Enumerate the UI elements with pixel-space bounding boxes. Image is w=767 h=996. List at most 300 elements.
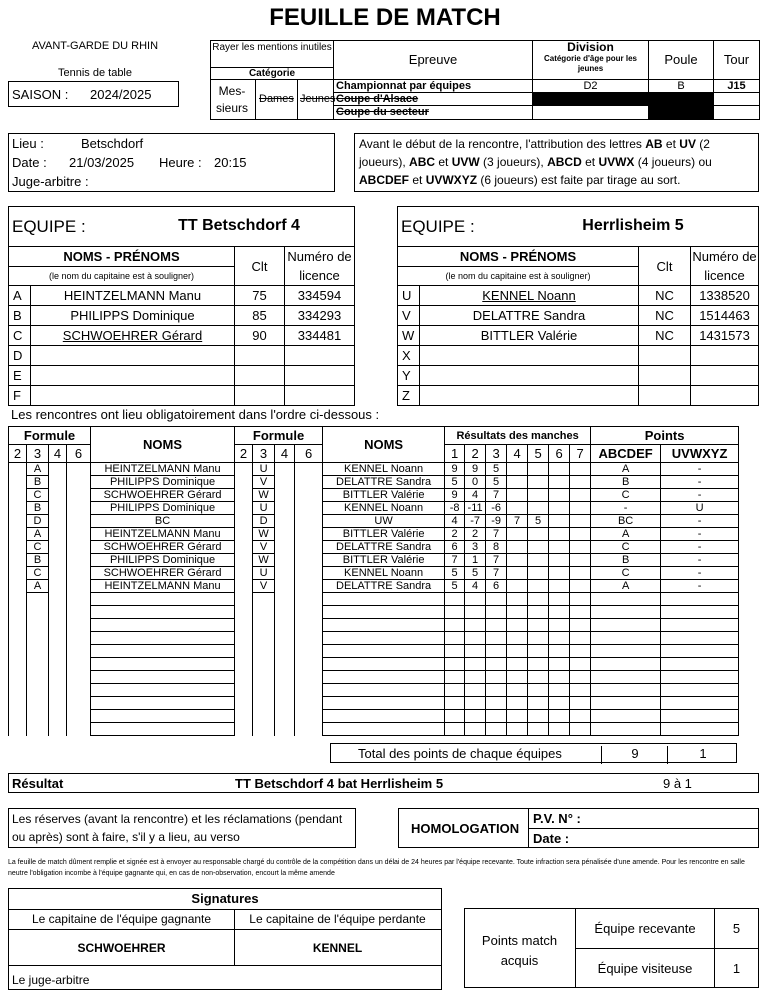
noms-header: NOMS - PRÉNOMS — [9, 247, 235, 267]
formule-cell — [295, 580, 323, 593]
match-row — [9, 606, 739, 619]
left-letter: B — [27, 554, 49, 567]
set-score — [549, 463, 570, 476]
set-score — [445, 697, 465, 710]
player-name: DELATTRE Sandra — [420, 306, 639, 326]
formule-cell — [275, 489, 295, 502]
formule-cell — [275, 671, 295, 684]
formule-cell — [295, 567, 323, 580]
divider — [9, 929, 441, 930]
points-home — [591, 632, 661, 645]
formule-cell — [49, 567, 67, 580]
set-score — [528, 593, 549, 606]
left-letter — [27, 697, 49, 710]
formule-cell — [49, 710, 67, 723]
formule-cell — [9, 632, 27, 645]
points-away: - — [661, 541, 739, 554]
set-score — [570, 632, 591, 645]
points-away: - — [661, 528, 739, 541]
right-letter — [253, 658, 275, 671]
right-letter — [253, 697, 275, 710]
set-score — [465, 593, 486, 606]
set-score — [528, 671, 549, 684]
set-score — [507, 476, 528, 489]
player-licence — [691, 346, 759, 366]
set-score — [528, 580, 549, 593]
formule-cell — [275, 528, 295, 541]
right-letter: V — [253, 541, 275, 554]
formule-cell — [9, 541, 27, 554]
formule-cell — [235, 528, 253, 541]
set-score — [549, 580, 570, 593]
points-away — [661, 658, 739, 671]
set-score — [486, 658, 507, 671]
set-score — [528, 723, 549, 736]
left-name: PHILIPPS Dominique — [91, 502, 235, 515]
left-name: SCHWOEHRER Gérard — [91, 541, 235, 554]
formule-cell — [49, 580, 67, 593]
match-row — [9, 502, 739, 515]
formule-cell — [295, 463, 323, 476]
small-note: La feuille de match dûment remplie et signée est à envoyer au responsable chargé du contrôle de la compétition dans un délai de 24 heures par l'équipe recevante. Toute infraction sera pénalisée d'une amende. Pour les rencontre en salle neutre l'obligation incombe à l'équipe gagnante qui, en cas de non-observation, encourt la même amende — [8, 859, 745, 877]
tirage-note — [354, 133, 759, 192]
division-empty-box — [532, 105, 649, 120]
set-score — [486, 723, 507, 736]
left-name: SCHWOEHRER Gérard — [91, 567, 235, 580]
manche-col-header: 2 — [465, 445, 486, 463]
dames-label: Dames — [259, 93, 294, 105]
set-score — [570, 684, 591, 697]
formule-cell — [295, 710, 323, 723]
player-clt: NC — [639, 286, 691, 306]
rayer-text: Rayer les mentions inutiles — [212, 42, 332, 53]
resultat-label: Résultat — [12, 776, 64, 791]
right-name — [323, 632, 445, 645]
formule-cell — [67, 567, 91, 580]
tirage-et: et — [662, 137, 680, 151]
formule-cell — [49, 632, 67, 645]
set-score — [570, 463, 591, 476]
player-clt — [639, 386, 691, 406]
formule-cell — [235, 723, 253, 736]
player-clt: NC — [639, 306, 691, 326]
manche-col-header: 7 — [570, 445, 591, 463]
score-value: 9 à 1 — [663, 776, 692, 791]
formule-cell — [235, 476, 253, 489]
formule-cell — [67, 710, 91, 723]
formule-cell — [235, 554, 253, 567]
set-score: 4 — [465, 489, 486, 502]
left-letter — [27, 710, 49, 723]
divider — [575, 948, 758, 949]
points-away — [661, 619, 739, 632]
formule-cell — [235, 541, 253, 554]
points-home — [591, 723, 661, 736]
player-clt — [235, 386, 285, 406]
formule-cell — [9, 606, 27, 619]
points-home — [591, 619, 661, 632]
category-block — [210, 40, 760, 120]
formule-cell — [235, 645, 253, 658]
noms-header-left: NOMS — [91, 427, 235, 463]
formule-cell — [295, 476, 323, 489]
set-score — [570, 580, 591, 593]
heure-label: Heure : — [159, 155, 202, 170]
sig-perdante: KENNEL — [312, 941, 363, 955]
match-row — [9, 515, 739, 528]
points-away: U — [661, 502, 739, 515]
match-row — [9, 554, 739, 567]
points-away — [661, 671, 739, 684]
player-clt — [235, 366, 285, 386]
player-licence — [285, 386, 355, 406]
lieu-box — [8, 133, 335, 192]
set-score — [465, 619, 486, 632]
set-score — [528, 619, 549, 632]
set-score — [486, 671, 507, 684]
set-score — [486, 606, 507, 619]
set-score — [465, 606, 486, 619]
set-score — [507, 502, 528, 515]
formule-col-header: 3 — [253, 445, 275, 463]
formule-cell — [235, 697, 253, 710]
set-score — [507, 658, 528, 671]
formule-cell — [275, 580, 295, 593]
left-name — [91, 697, 235, 710]
formule-cell — [49, 476, 67, 489]
total-away: 1 — [667, 746, 738, 764]
left-name — [91, 645, 235, 658]
formule-cell — [9, 567, 27, 580]
set-score: -11 — [465, 502, 486, 515]
equipe-recevante-label: Équipe recevante — [594, 921, 696, 936]
formule-cell — [9, 593, 27, 606]
left-name — [91, 632, 235, 645]
points-home: B — [591, 476, 661, 489]
player-licence: 334594 — [285, 286, 355, 306]
player-name — [420, 366, 639, 386]
tirage-text: (4 joueurs) ou — [634, 155, 712, 169]
right-letter: V — [253, 580, 275, 593]
formule-cell — [295, 632, 323, 645]
right-name: KENNEL Noann — [323, 463, 445, 476]
set-score — [507, 645, 528, 658]
match-row — [9, 697, 739, 710]
set-score — [465, 658, 486, 671]
set-score — [507, 489, 528, 502]
signatures-box — [8, 888, 442, 990]
formule-cell — [295, 658, 323, 671]
set-score — [570, 606, 591, 619]
formule-cell — [67, 684, 91, 697]
player-licence: 334481 — [285, 326, 355, 346]
cap-gagnante-label: Le capitaine de l'équipe gagnante — [31, 912, 212, 926]
set-score — [549, 619, 570, 632]
player-letter: D — [9, 346, 31, 366]
set-score — [549, 528, 570, 541]
formule-cell — [49, 658, 67, 671]
noms-header-right: NOMS — [323, 427, 445, 463]
left-name — [91, 671, 235, 684]
right-name — [323, 671, 445, 684]
manche-col-header: 1 — [445, 445, 465, 463]
right-name: DELATTRE Sandra — [323, 580, 445, 593]
formule-cell — [9, 476, 27, 489]
set-score: 7 — [486, 567, 507, 580]
tirage-et: et — [409, 173, 426, 187]
formule-cell — [49, 697, 67, 710]
away-team-header — [397, 206, 759, 246]
left-letter: C — [27, 489, 49, 502]
set-score: 5 — [445, 476, 465, 489]
sig-gagnante: SCHWOEHRER — [77, 941, 166, 955]
formule-col-header: 2 — [235, 445, 253, 463]
formule-cell — [275, 645, 295, 658]
right-name: BITTLER Valérie — [323, 489, 445, 502]
tirage-et: et — [435, 155, 452, 169]
redacted-2 — [648, 92, 714, 120]
formule-cell — [275, 476, 295, 489]
set-score — [570, 710, 591, 723]
home-team-section — [8, 206, 355, 406]
set-score — [570, 515, 591, 528]
formule-cell — [49, 554, 67, 567]
set-score — [549, 632, 570, 645]
messieurs-label: Mes-sieurs — [215, 84, 248, 115]
equipe-visiteuse-label: Équipe visiteuse — [597, 961, 693, 976]
left-letter: A — [27, 528, 49, 541]
right-letter — [253, 606, 275, 619]
championnat-label: Championnat par équipes — [336, 80, 472, 92]
formule-cell — [295, 554, 323, 567]
set-score: -8 — [445, 502, 465, 515]
right-letter: W — [253, 528, 275, 541]
set-score — [570, 567, 591, 580]
left-name: PHILIPPS Dominique — [91, 554, 235, 567]
tirage-uvwxyz: UVWXYZ — [425, 173, 478, 187]
left-letter: D — [27, 515, 49, 528]
formule-cell — [67, 554, 91, 567]
formule-cell — [49, 541, 67, 554]
formule-cell — [9, 528, 27, 541]
tour-empty-1 — [713, 92, 760, 106]
left-name: HEINTZELMANN Manu — [91, 528, 235, 541]
formule-cell — [67, 502, 91, 515]
set-score — [528, 658, 549, 671]
left-name — [91, 684, 235, 697]
tirage-text: Avant le début de la rencontre, l'attribution des lettres — [359, 137, 646, 151]
formule-cell — [235, 671, 253, 684]
set-score — [549, 658, 570, 671]
formule-cell — [235, 567, 253, 580]
set-score — [570, 502, 591, 515]
divider — [528, 828, 758, 829]
points-home: B — [591, 554, 661, 567]
division-value: D2 — [583, 80, 598, 92]
player-row — [9, 346, 355, 366]
set-score — [549, 697, 570, 710]
set-score — [507, 541, 528, 554]
tour-label: Tour — [723, 52, 750, 67]
juge-arbitre-label: Le juge-arbitre — [12, 973, 90, 987]
set-score — [570, 528, 591, 541]
set-score — [507, 593, 528, 606]
set-score — [486, 684, 507, 697]
formule-cell — [295, 671, 323, 684]
formule-cell — [275, 619, 295, 632]
left-letter — [27, 632, 49, 645]
tirage-uvwx: UVWX — [598, 155, 635, 169]
divider — [234, 909, 235, 965]
points-away — [661, 723, 739, 736]
poule-value: B — [677, 80, 685, 92]
right-letter: V — [253, 476, 275, 489]
player-clt: 85 — [235, 306, 285, 326]
points-home — [591, 606, 661, 619]
formule-cell — [275, 502, 295, 515]
points-match-label: Points match acquis — [481, 933, 558, 968]
set-score — [528, 528, 549, 541]
ordre-note: Les rencontres ont lieu obligatoirement dans l'ordre ci-dessous : — [11, 407, 380, 422]
points-away: - — [661, 580, 739, 593]
player-licence — [691, 386, 759, 406]
set-score — [549, 671, 570, 684]
total-row — [330, 743, 737, 763]
cat-age-label: Catégorie d'âge pour les jeunes — [543, 54, 638, 73]
set-score — [507, 580, 528, 593]
formule-cell — [295, 684, 323, 697]
formule-cell — [235, 515, 253, 528]
formule-col-header: 4 — [49, 445, 67, 463]
set-score — [507, 723, 528, 736]
right-letter: W — [253, 554, 275, 567]
player-letter: Y — [398, 366, 420, 386]
right-letter: U — [253, 567, 275, 580]
set-score: 7 — [507, 515, 528, 528]
abcdef-header: ABCDEF — [591, 445, 661, 463]
date-label: Date : — [12, 155, 47, 170]
right-letter — [253, 671, 275, 684]
set-score — [465, 697, 486, 710]
left-name — [91, 658, 235, 671]
points-home — [591, 593, 661, 606]
player-name — [31, 346, 235, 366]
formule-cell — [67, 593, 91, 606]
resultat-value: TT Betschdorf 4 bat Herrlisheim 5 — [235, 776, 444, 791]
formule-cell — [235, 606, 253, 619]
right-name: UW — [323, 515, 445, 528]
points-home — [591, 684, 661, 697]
formule-cell — [67, 606, 91, 619]
left-letter — [27, 723, 49, 736]
set-score: 5 — [486, 463, 507, 476]
set-score — [465, 710, 486, 723]
redacted-1 — [532, 92, 649, 106]
player-name: HEINTZELMANN Manu — [31, 286, 235, 306]
formule-col-header: 3 — [27, 445, 49, 463]
noms-header: NOMS - PRÉNOMS — [398, 247, 639, 267]
right-letter — [253, 723, 275, 736]
formule-col-header: 4 — [275, 445, 295, 463]
left-name: HEINTZELMANN Manu — [91, 580, 235, 593]
set-score — [445, 671, 465, 684]
date-value: 21/03/2025 — [69, 155, 135, 170]
player-letter: V — [398, 306, 420, 326]
total-label: Total des points de chaque équipes — [358, 746, 562, 761]
player-clt — [235, 346, 285, 366]
formule-cell — [275, 567, 295, 580]
tour-empty-2 — [713, 105, 760, 120]
left-name — [91, 593, 235, 606]
formule-cell — [9, 671, 27, 684]
set-score — [507, 632, 528, 645]
set-score — [507, 567, 528, 580]
formule-cell — [235, 593, 253, 606]
set-score: 2 — [445, 528, 465, 541]
points-away: - — [661, 567, 739, 580]
match-row — [9, 489, 739, 502]
homologation-label: HOMOLOGATION — [411, 821, 520, 836]
points-home — [591, 645, 661, 658]
formule-cell — [275, 632, 295, 645]
formule-col-header: 6 — [295, 445, 323, 463]
epreuve-label: Epreuve — [408, 52, 458, 67]
formule-cell — [295, 593, 323, 606]
formule-cell — [275, 541, 295, 554]
points-home: A — [591, 463, 661, 476]
tirage-abc: ABC — [409, 155, 436, 169]
match-row — [9, 632, 739, 645]
match-row — [9, 710, 739, 723]
set-score — [528, 489, 549, 502]
set-score — [507, 710, 528, 723]
set-score — [570, 489, 591, 502]
pm-recevante: 5 — [732, 921, 741, 936]
set-score — [528, 502, 549, 515]
points-away — [661, 710, 739, 723]
clt-header: Clt — [639, 247, 691, 286]
home-team-header — [8, 206, 355, 246]
player-licence — [285, 366, 355, 386]
saison-box — [8, 81, 179, 107]
player-row — [9, 326, 355, 346]
page-title: FEUILLE DE MATCH — [269, 4, 501, 31]
set-score — [486, 697, 507, 710]
set-score — [507, 619, 528, 632]
set-score — [549, 684, 570, 697]
formule-cell — [275, 593, 295, 606]
formule-cell — [9, 502, 27, 515]
manche-col-header: 4 — [507, 445, 528, 463]
formule-cell — [67, 515, 91, 528]
right-letter — [253, 645, 275, 658]
left-letter — [27, 619, 49, 632]
player-letter: C — [9, 326, 31, 346]
formule-cell — [235, 580, 253, 593]
points-away — [661, 684, 739, 697]
set-score — [570, 476, 591, 489]
cap-perdante-label: Le capitaine de l'équipe perdante — [249, 912, 426, 926]
player-licence: 1431573 — [691, 326, 759, 346]
set-score — [445, 606, 465, 619]
total-home: 9 — [601, 746, 668, 764]
formule-cell — [275, 463, 295, 476]
formule-header-right: Formule — [235, 427, 323, 445]
pm-visiteuse: 1 — [732, 961, 741, 976]
player-name: KENNEL Noann — [420, 286, 639, 306]
set-score — [549, 645, 570, 658]
set-score — [445, 593, 465, 606]
